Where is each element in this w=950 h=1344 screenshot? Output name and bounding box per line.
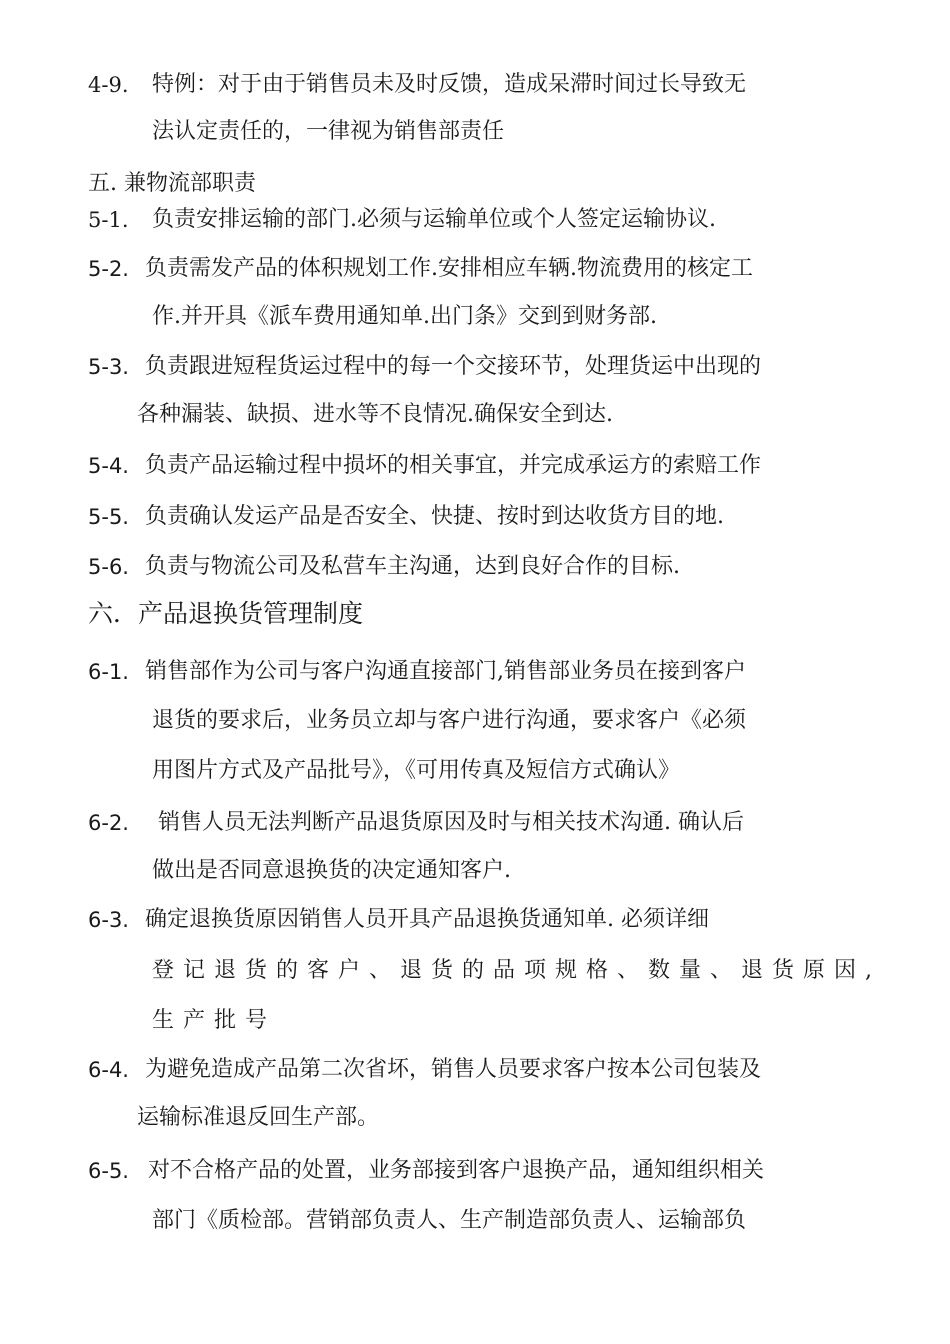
item-text-line: 各种漏装、缺损、进水等不良情况.确保安全到达. <box>137 402 613 427</box>
section-heading: 六．产品退换货管理制度 <box>88 599 364 628</box>
item-number: 6-4. <box>88 1058 129 1082</box>
item-number: 5-2. <box>88 257 129 281</box>
item-text-line: 销售人员无法判断产品退货原因及时与相关技术沟通. 确认后 <box>158 810 744 835</box>
item-text-line: 销售部作为公司与客户沟通直接部门,销售部业务员在接到客户 <box>145 659 746 684</box>
item-text-line: 对不合格产品的处置，业务部接到客户退换产品，通知组织相关 <box>148 1158 765 1183</box>
item-text-line: 登记退货的客户、退货的品项规格、数量、退货原因, <box>152 958 881 983</box>
item-text-line: 作.并开具《派车费用通知单.出门条》交到到财务部. <box>152 304 657 329</box>
item-text-line: 法认定责任的，一律视为销售部责任 <box>152 119 505 144</box>
item-number: 6-3. <box>88 908 129 932</box>
item-text-line: 做出是否同意退换货的决定通知客户. <box>152 858 511 883</box>
section-heading: 五. 兼物流部职责 <box>88 171 256 196</box>
item-number: 5-4. <box>88 454 129 478</box>
item-text-line: 负责跟进短程货运过程中的每一个交接环节，处理货运中出现的 <box>145 354 762 379</box>
item-number: 6-5. <box>88 1159 129 1183</box>
item-number: 6-1. <box>88 660 129 684</box>
item-number: 5-3. <box>88 355 129 379</box>
item-text-line: 特例：对于由于销售员未及时反馈，造成呆滞时间过长导致无 <box>152 72 747 97</box>
item-text-line: 负责需发产品的体积规划工作.安排相应车辆.物流费用的核定工 <box>145 256 753 281</box>
item-number: 5-5. <box>88 505 129 529</box>
item-text-line: 部门《质检部。营销部负责人、生产制造部负责人、运输部负 <box>152 1208 747 1233</box>
item-number: 6-2. <box>88 811 129 835</box>
item-text-line: 退货的要求后，业务员立却与客户进行沟通，要求客户《必须 <box>152 708 747 733</box>
item-number: 5-6. <box>88 555 129 579</box>
item-text-line: 负责产品运输过程中损坏的相关事宜，并完成承运方的索赔工作 <box>145 453 762 478</box>
item-text-line: 运输标准退反回生产部。 <box>137 1105 380 1130</box>
item-text-line: 负责安排运输的部门.必须与运输单位或个人签定运输协议. <box>152 207 716 232</box>
item-text-line: 负责与物流公司及私营车主沟通，达到良好合作的目标. <box>145 554 680 579</box>
item-text-line: 负责确认发运产品是否安全、快捷、按时到达收货方目的地. <box>145 504 724 529</box>
item-text-line: 生产批号 <box>152 1008 277 1033</box>
item-text-line: 为避免造成产品第二次省坏，销售人员要求客户按本公司包装及 <box>145 1057 762 1082</box>
item-text-line: 确定退换货原因销售人员开具产品退换货通知单. 必须详细 <box>145 907 709 932</box>
item-text-line: 用图片方式及产品批号》，《可用传真及短信方式确认》 <box>152 758 681 783</box>
item-number: 5-1. <box>88 208 129 232</box>
item-number: 4-9. <box>88 73 129 97</box>
